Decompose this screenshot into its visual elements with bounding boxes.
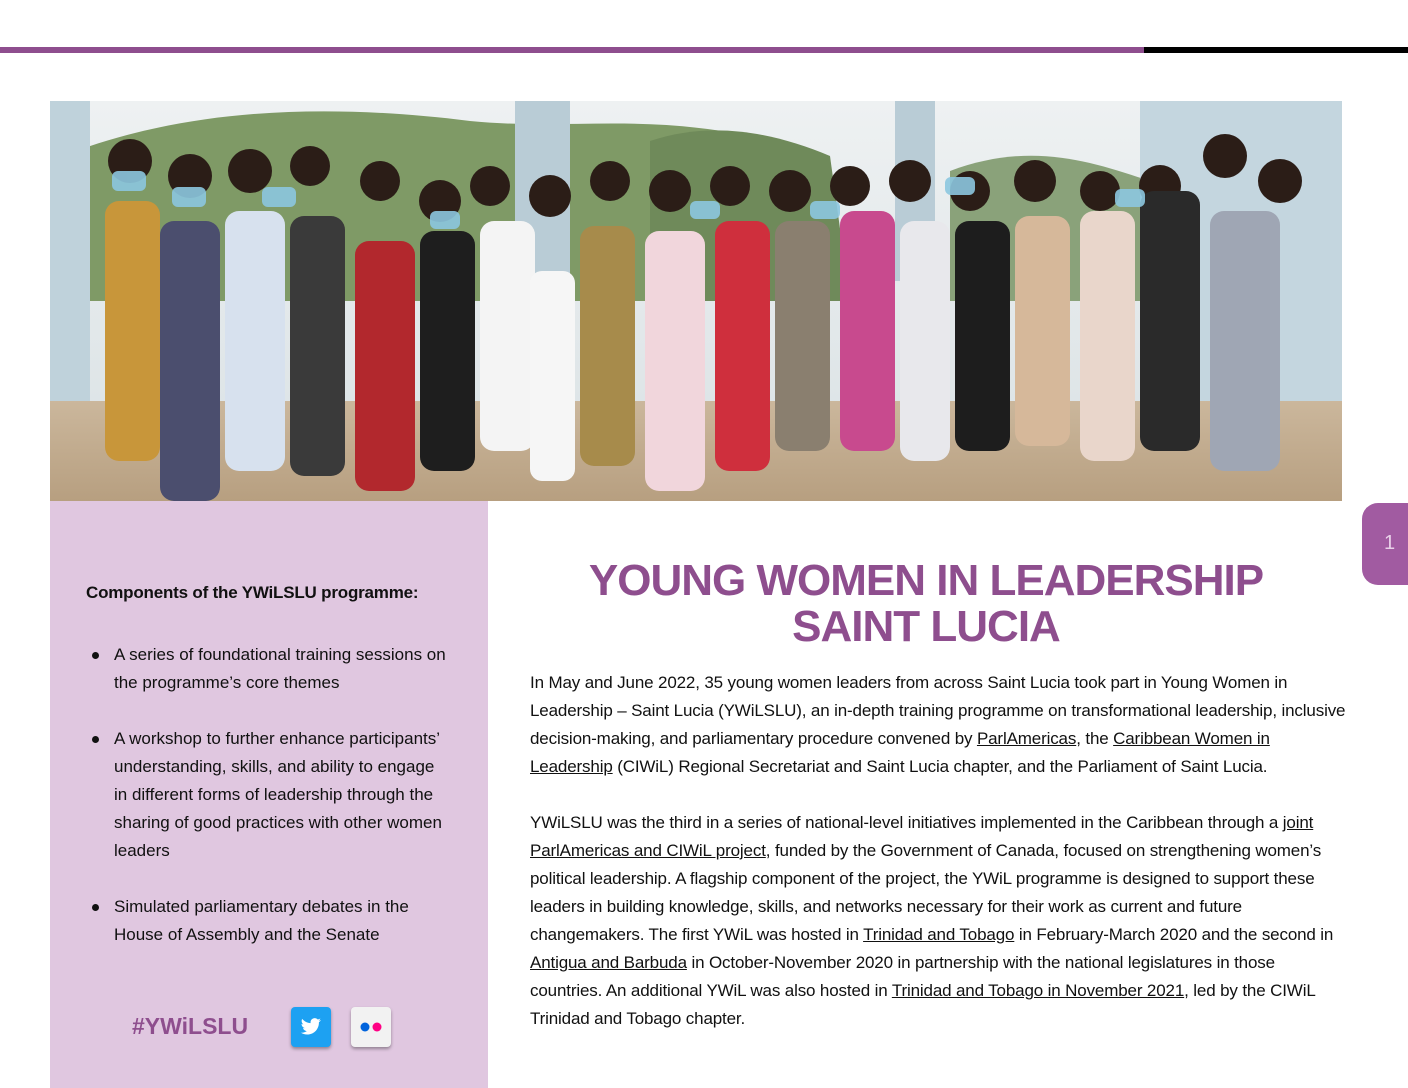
paragraph-1 — [530, 669, 1346, 781]
text-run: in October-November 2020 in partnership with the national legislatures in those countries. An additional YWiL was also hosted in — [530, 953, 1275, 1000]
list-item: Simulated parliamentary debates in the House of Assembly and the Senate — [86, 893, 446, 949]
hashtag: #YWiLSLU — [132, 1013, 249, 1039]
text-run: , the — [1076, 729, 1114, 748]
group-photo-illustration — [50, 101, 1342, 501]
ciwil-link[interactable]: Caribbean Women in Leadership — [530, 729, 1270, 776]
text-run: , led by the CIWiL Trinidad and Tobago chapter. — [530, 981, 1315, 1028]
flickr-icon[interactable] — [351, 1007, 391, 1047]
headline-line-2: SAINT LUCIA — [792, 602, 1060, 651]
text-run: YWiLSLU was the third in a series of national-level initiatives implemented in the Caribbean through a — [530, 813, 1283, 832]
list-item: A series of foundational training sessions on the programme’s core themes — [86, 641, 446, 697]
twitter-icon[interactable] — [291, 1007, 331, 1047]
text-run: In May and June 2022, 35 young women leaders from across Saint Lucia took part in Young Women in Leadership – Saint Lucia (YWiLSLU), an in-depth training programme on transformational leadership, inclusive decision-making, and parliamentary procedure convened by — [530, 673, 1346, 748]
programme-components-panel — [50, 501, 488, 1088]
text-run: (CIWiL) Regional Secretariat and Saint Lucia chapter, and the Parliament of Saint Lucia. — [612, 757, 1268, 776]
group-photo — [50, 101, 1342, 501]
headline-line-1: YOUNG WOMEN IN LEADERSHIP — [588, 556, 1264, 605]
antigua-barbuda-link[interactable]: Antigua and Barbuda — [530, 953, 687, 972]
flickr-dots-icon — [358, 1021, 384, 1033]
page-number: 1 — [1384, 532, 1396, 554]
parlamericas-link[interactable]: ParlAmericas — [976, 729, 1077, 748]
trinidad-tobago-2021-link[interactable]: Trinidad and Tobago in November 2021 — [891, 981, 1185, 1000]
sidebar-title: Components of the YWiLSLU programme: — [86, 583, 419, 602]
text-run: , funded by the Government of Canada, focused on strengthening women’s political leadership. A flagship component of the project, the YWiL programme is designed to support these leaders in building knowledge, skills, and networks necessary for their work as current and future changemakers. The first YWiL was hosted in — [530, 841, 1322, 944]
article-headline — [510, 558, 1342, 650]
text-run: in February-March 2020 and the second in — [1014, 925, 1334, 944]
joint-project-link[interactable]: joint ParlAmericas and CIWiL project — [530, 813, 1314, 860]
list-item: A workshop to further enhance participants’ understanding, skills, and ability to engage in different forms of leadership through the sharing of good practices with other women leaders — [86, 725, 446, 865]
header-rule-black — [1144, 47, 1408, 53]
paragraph-2 — [530, 809, 1346, 1033]
trinidad-tobago-link[interactable]: Trinidad and Tobago — [863, 925, 1015, 944]
components-list — [86, 641, 446, 977]
twitter-bird-icon — [300, 1018, 322, 1036]
article-body — [530, 669, 1346, 1061]
header-rule-purple — [0, 47, 1144, 53]
